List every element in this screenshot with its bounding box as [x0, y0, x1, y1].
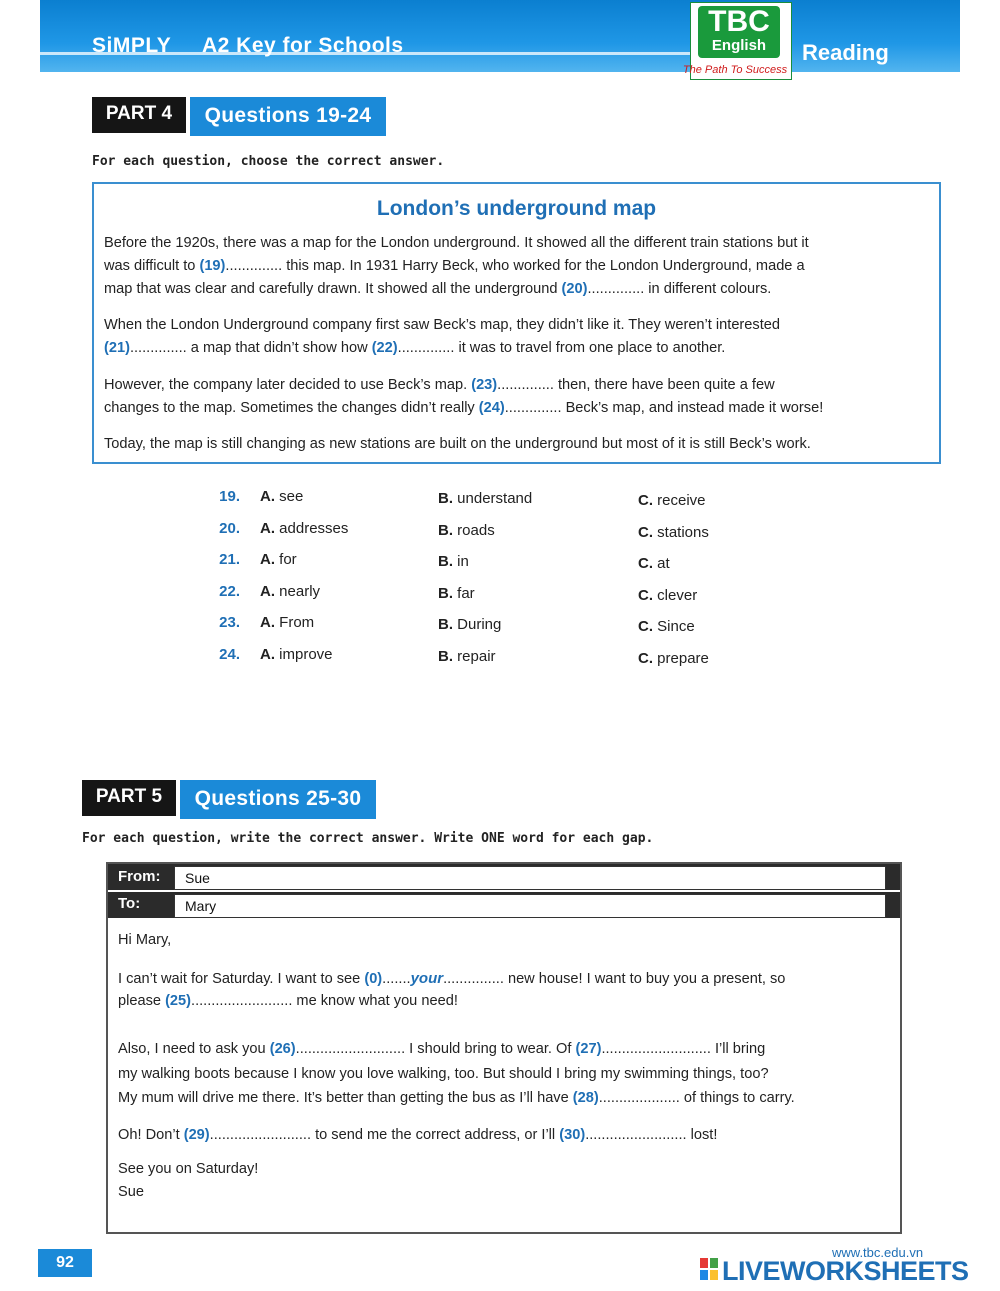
- option-c[interactable]: C. at: [638, 555, 670, 573]
- option-c[interactable]: C. receive: [638, 492, 706, 509]
- series-name: SiMPLY: [92, 34, 172, 57]
- option-row: [210, 583, 770, 615]
- question-number: 19.: [219, 488, 240, 505]
- text-line: was difficult to (19).............. this map. In 1931 Harry Beck, who worked for the London Underground, made a: [104, 258, 805, 274]
- email-line: please (25)......................... me know what you need!: [118, 993, 458, 1009]
- option-row: [210, 646, 770, 678]
- to-field: Mary: [174, 894, 886, 918]
- text-line: When the London Underground company first saw Beck’s map, they didn’t like it. They weren’t interested: [104, 317, 780, 333]
- option-row: [210, 551, 770, 583]
- options-list: [210, 488, 770, 678]
- paragraph-1: [104, 232, 924, 301]
- email-line: Oh! Don’t (29)......................... to send me the correct address, or I’ll (30)......................... lost!: [118, 1127, 718, 1143]
- option-row: [210, 520, 770, 552]
- reading-title: London’s underground map: [376, 197, 657, 220]
- to-label: To:: [118, 895, 141, 912]
- option-c[interactable]: C. stations: [638, 523, 709, 541]
- email-closing: See you on Saturday!: [118, 1161, 259, 1177]
- from-label: From:: [118, 868, 161, 885]
- email-line: I can’t wait for Saturday. I want to see (0).......your............... new house! I want to buy you a present, so: [118, 970, 786, 987]
- text-line: Before the 1920s, there was a map for the London underground. It showed all the different train stations but it: [104, 235, 809, 251]
- page-number: 92: [38, 1249, 92, 1277]
- option-row: [210, 614, 770, 646]
- email-line: My mum will drive me there. It’s better than getting the bus as I’ll have (28).................... of things to carry.: [118, 1090, 795, 1106]
- gap-number: (21): [104, 340, 130, 356]
- text-line: changes to the map. Sometimes the changes didn’t really (24).............. Beck’s map, and instead made it worse!: [104, 400, 824, 416]
- gap-number: (29): [183, 1127, 210, 1143]
- part4-instruction: For each question, choose the correct answer.: [92, 154, 445, 169]
- part4-questions: Questions 19-24: [190, 97, 386, 136]
- footer-url: www.tbc.edu.vn: [832, 1245, 924, 1260]
- part5-label: PART 5: [82, 780, 176, 816]
- logo-name: TBC: [708, 5, 770, 38]
- gap-number: (27): [575, 1041, 602, 1057]
- option-c[interactable]: C. Since: [638, 618, 695, 636]
- gap-number: (0): [364, 971, 383, 987]
- option-b[interactable]: B. roads: [438, 521, 495, 539]
- book-title: A2 Key for Schools: [202, 34, 404, 57]
- gap-number: (22): [371, 340, 398, 356]
- question-number: 21.: [219, 551, 240, 569]
- paragraph-2: [104, 314, 924, 360]
- gap-number: (25): [165, 993, 192, 1009]
- option-b[interactable]: B. far: [438, 584, 475, 602]
- part4-label: PART 4: [92, 97, 186, 133]
- gap-number: (26): [269, 1041, 296, 1057]
- logo-sub: English: [711, 37, 767, 54]
- paragraph-4: [104, 433, 924, 456]
- option-b[interactable]: B. understand: [438, 490, 533, 507]
- paragraph-3: [104, 374, 924, 420]
- gap-number: (20): [561, 281, 588, 297]
- option-a[interactable]: A. for: [260, 551, 297, 569]
- part5-questions: Questions 25-30: [180, 780, 376, 819]
- gap-number: (23): [471, 377, 498, 393]
- question-number: 20.: [219, 519, 240, 537]
- part5-instruction: For each question, write the correct answer. Write ONE word for each gap.: [82, 831, 654, 846]
- text-line: (21).............. a map that didn’t show how (22).............. it was to travel from one place to another.: [104, 340, 726, 356]
- gap-number: (28): [572, 1090, 599, 1106]
- option-a[interactable]: A. From: [260, 614, 315, 632]
- option-c[interactable]: C. clever: [638, 586, 698, 604]
- option-a[interactable]: A. improve: [260, 645, 333, 663]
- option-a[interactable]: A. addresses: [260, 519, 349, 537]
- email-line: Also, I need to ask you (26)........................... I should bring to wear. Of (27)........................... I’ll bring: [118, 1041, 766, 1057]
- question-number: 22.: [219, 582, 240, 600]
- option-a[interactable]: A. nearly: [260, 582, 321, 600]
- liveworksheets-brand[interactable]: LIVEWORKSHEETS: [722, 1256, 969, 1286]
- option-b[interactable]: B. in: [438, 553, 469, 571]
- section-title: Reading: [802, 40, 889, 65]
- text-line: map that was clear and carefully drawn. It showed all the underground (20).............. in different colours.: [104, 281, 772, 297]
- example-answer: your: [410, 970, 444, 987]
- text-line: Today, the map is still changing as new stations are built on the underground but most of it is still Beck’s work.: [104, 436, 811, 452]
- from-field: Sue: [174, 866, 886, 890]
- liveworksheets-icon: [700, 1258, 718, 1280]
- email-line: my walking boots because I know you love walking, too. But should I bring my swimming things, too?: [118, 1066, 769, 1082]
- option-row: [210, 488, 770, 520]
- logo-tagline: The Path To Success: [682, 64, 788, 76]
- email-greeting: Hi Mary,: [118, 932, 172, 948]
- question-number: 24.: [219, 645, 240, 663]
- option-c[interactable]: C. prepare: [638, 649, 709, 667]
- gap-number: (30): [559, 1127, 586, 1143]
- gap-number: (24): [478, 400, 505, 416]
- option-b[interactable]: B. During: [438, 616, 502, 634]
- email-signature: Sue: [118, 1184, 144, 1200]
- option-b[interactable]: B. repair: [438, 647, 496, 665]
- question-number: 23.: [219, 614, 240, 632]
- option-a[interactable]: A. see: [260, 488, 304, 505]
- gap-number: (19): [199, 258, 226, 274]
- text-line: However, the company later decided to use Beck’s map. (23).............. then, there have been quite a few: [104, 377, 775, 393]
